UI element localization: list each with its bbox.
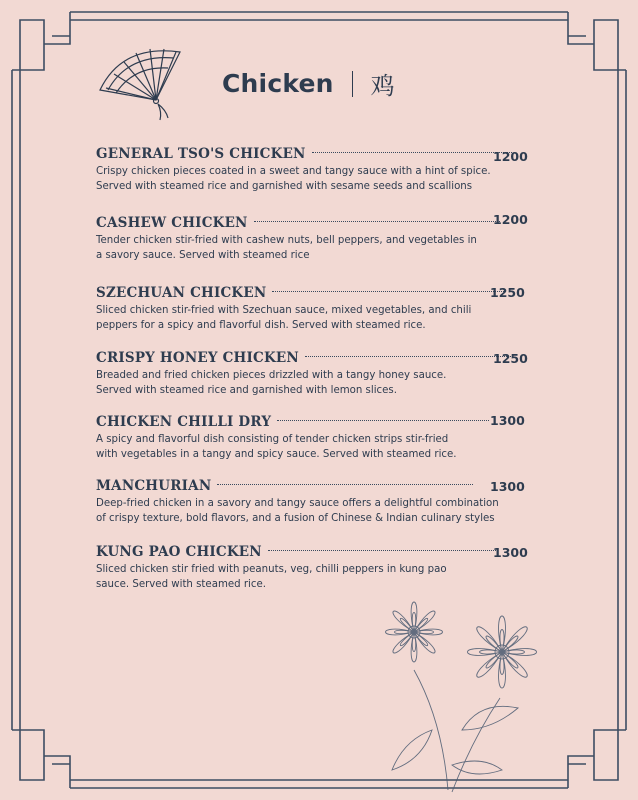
menu-item-name: MANCHURIAN bbox=[96, 478, 212, 494]
page-title-chinese: 鸡 bbox=[370, 72, 395, 100]
menu-item bbox=[96, 285, 526, 333]
menu-item-description: Sliced chicken stir-fried with Szechuan sauce, mixed vegetables, and chili peppers for a spicy and flavorful dish. Served with steamed rice. bbox=[96, 305, 472, 331]
menu-item-price: 1250 bbox=[490, 285, 525, 300]
dot-leader bbox=[217, 484, 473, 485]
chrysanthemum-illustration bbox=[352, 580, 587, 795]
menu-item-price: 1250 bbox=[493, 351, 528, 366]
menu-item-description: Deep-fried chicken in a savory and tangy sauce offers a delightful combination of crispy texture, bold flavors, and a fusion of Chinese & Indian culinary styles bbox=[96, 498, 499, 524]
title-divider bbox=[352, 71, 353, 97]
menu-item-description: Crispy chicken pieces coated in a sweet and tangy sauce with a hint of spice. Served with steamed rice and garnished with sesame seeds and scallions bbox=[96, 166, 491, 192]
menu-item bbox=[96, 350, 526, 398]
dot-leader bbox=[254, 221, 500, 222]
menu-item-price: 1300 bbox=[490, 413, 525, 428]
menu-item bbox=[96, 414, 526, 462]
menu-item-price: 1300 bbox=[493, 545, 528, 560]
menu-item-name: KUNG PAO CHICKEN bbox=[96, 544, 262, 560]
menu-item-name: CRISPY HONEY CHICKEN bbox=[96, 350, 299, 366]
menu-item-price: 1200 bbox=[493, 149, 528, 164]
dot-leader bbox=[272, 291, 504, 292]
menu-item-description: Breaded and fried chicken pieces drizzled with a tangy honey sauce. Served with steamed rice and garnished with lemon slices. bbox=[96, 370, 447, 396]
dot-leader bbox=[305, 356, 511, 357]
menu-item bbox=[96, 215, 526, 263]
dot-leader bbox=[268, 550, 498, 551]
menu-item-name: CASHEW CHICKEN bbox=[96, 215, 248, 231]
page-title: Chicken bbox=[222, 69, 334, 98]
menu-item-description: Sliced chicken stir fried with peanuts, veg, chilli peppers in kung pao sauce. Served with steamed rice. bbox=[96, 564, 447, 590]
menu-item-price: 1300 bbox=[490, 479, 525, 494]
menu-item-name: GENERAL TSO'S CHICKEN bbox=[96, 146, 306, 162]
menu-item bbox=[96, 146, 526, 194]
section-header bbox=[222, 66, 395, 101]
menu-item bbox=[96, 478, 526, 526]
fan-illustration bbox=[92, 38, 192, 128]
menu-item-name: SZECHUAN CHICKEN bbox=[96, 285, 267, 301]
menu-item-price: 1200 bbox=[493, 212, 528, 227]
menu-item-name: CHICKEN CHILLI DRY bbox=[96, 414, 272, 430]
menu-item-description: A spicy and flavorful dish consisting of tender chicken strips stir-fried with vegetables in a tangy and spicy sauce. Served with steamed rice. bbox=[96, 434, 457, 460]
dot-leader bbox=[277, 420, 489, 421]
dot-leader bbox=[312, 152, 512, 153]
menu-item-description: Tender chicken stir-fried with cashew nuts, bell peppers, and vegetables in a savory sauce. Served with steamed rice bbox=[96, 235, 477, 261]
